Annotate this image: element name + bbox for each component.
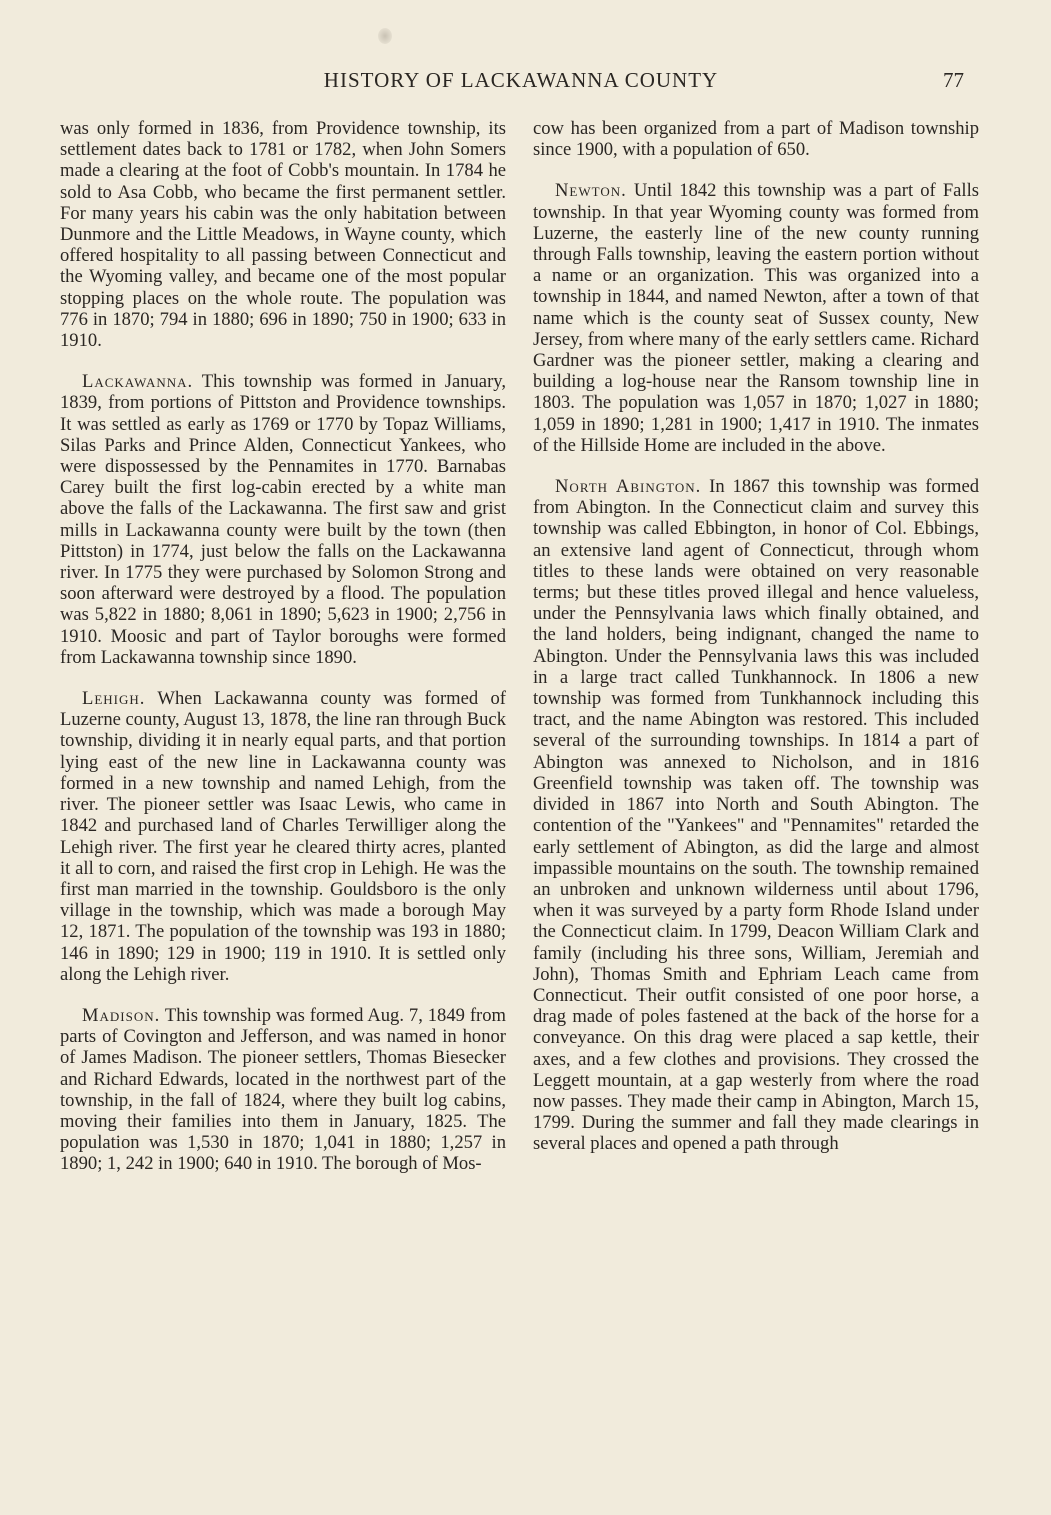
right-column xyxy=(533,118,979,1155)
paragraph-body: This township was formed in January, 1839, from portions of Pittston and Providence townships. It was settled as early as 1769 or 1770 by Topaz Williams, Silas Parks and Prince Alden, Connecticut Yankees, who were dispossessed by the Pennamites in 1770. Barnabas Carey built the first log-cabin erected by a white man above the falls of the Lackawanna. The first saw and grist mills in Lackawanna county were built by the town (then Pittston) in 1774, just below the falls on the Lackawanna river. In 1775 they were purchased by Solomon Strong and soon afterward were destroyed by a flood. The population was 5,822 in 1880; 8,061 in 1890; 5,623 in 1900; 2,756 in 1910. Moosic and part of Taylor boroughs were formed from Lackawanna township since 1890. xyxy=(60,371,506,668)
section-heading-lackawanna: Lackawanna. xyxy=(82,371,194,393)
page-header xyxy=(60,68,982,98)
running-title: HISTORY OF LACKAWANNA COUNTY xyxy=(323,68,719,92)
paragraph-lackawanna xyxy=(60,371,506,668)
paragraph-continuation: cow has been organized from a part of Madison township since 1900, with a population of 650. xyxy=(533,118,979,161)
paragraph-newton xyxy=(533,180,979,456)
page-number: 77 xyxy=(943,68,964,92)
section-heading-madison: Madison. xyxy=(82,1004,161,1026)
ink-smudge xyxy=(378,28,392,44)
paragraph-body: In 1867 this township was formed from Abington. In the Connecticut claim and survey this township was called Ebbington, in honor of Col. Ebbings, an extensive land agent of Connecticut, through whom titles to these lands were obtained on very reasonable terms; but these titles proved illegal and hence valueless, under the Pennsylvania laws which finally obtained, and the land holders, being indignant, changed the name to Abington. Under the Pennsylvania laws this was included in a large tract called Tunkhannock. In 1806 a new township was formed from Tunkhannock including this tract, and the name Abington was restored. This included several of the surrounding townships. In 1814 a part of Abington was annexed to Nicholson, and in 1816 Greenfield township was taken off. The township was divided in 1867 into North and South Abington. The contention of the "Yankees" and "Pennamites" retarded the early settlement of Abington, as did the large and almost impassible mountains on the south. The township remained an unbroken and unknown wilderness until about 1796, when it was surveyed by a party form Rhode Island under the Connecticut claim. In 1799, Deacon William Clark and family (including his three sons, William, Jeremiah and John), Thomas Smith and Ephriam Leach came from Connecticut. Their outfit consisted of one poor horse, a drag made of poles fastened at the back of the horse for a conveyance. On this drag were placed a sap kettle, their axes, and a few clothes and provisions. They crossed the Leggett mountain, at a gap westerly from where the road now passes. They made their camp in Abington, March 15, 1799. During the summer and fall they made clearings in several places and opened a path through xyxy=(533,476,979,1155)
section-heading-newton: Newton. xyxy=(555,180,627,202)
paragraph-continuation: was only formed in 1836, from Providence township, its settlement dates back to 1781 or 1782, when John Somers made a clearing at the foot of Cobb's mountain. In 1784 he sold to Asa Cobb, who became the first permanent settler. For many years his cabin was the only habitation between Dunmore and the Little Meadows, in Wayne county, which offered hospitality to all passing between Connecticut and the Wyoming valley, and became one of the most popular stopping places on the whole route. The population was 776 in 1870; 794 in 1880; 696 in 1890; 750 in 1900; 633 in 1910. xyxy=(60,118,506,352)
section-heading-north-abington: North Abington. xyxy=(555,476,702,498)
left-column xyxy=(60,118,506,1175)
section-heading-lehigh: Lehigh. xyxy=(82,688,146,710)
paragraph-lehigh xyxy=(60,688,506,985)
paragraph-body: When Lackawanna county was formed of Luzerne county, August 13, 1878, the line ran through Buck township, dividing it in nearly equal parts, and that portion lying east of the new line in Lackawanna county was formed in a new township and named Lehigh, from the river. The pioneer settler was Isaac Lewis, who came in 1842 and purchased land of Charles Terwilliger along the Lehigh river. The first year he cleared thirty acres, planted it all to corn, and raised the first crop in Lehigh. He was the first man married in the township. Gouldsboro is the only village in the township, which was made a borough May 12, 1871. The population of the township was 193 in 1880; 146 in 1890; 129 in 1900; 119 in 1910. It is settled only along the Lehigh river. xyxy=(60,688,506,985)
paragraph-madison xyxy=(60,1005,506,1175)
paragraph-north-abington xyxy=(533,476,979,1155)
paragraph-body: Until 1842 this township was a part of Falls township. In that year Wyoming county was formed from Luzerne, the easterly line of the new county running through Falls township, leaving the eastern portion without a name or an organization. This was organized into a township in 1844, and named Newton, after a town of that name which is the county seat of Sussex county, New Jersey, from where many of the early settlers came. Richard Gardner was the pioneer settler, making a clearing and building a log-house near the Ransom township line in 1803. The population was 1,057 in 1870; 1,027 in 1880; 1,059 in 1890; 1,281 in 1900; 1,417 in 1910. The inmates of the Hillside Home are included in the above. xyxy=(533,180,980,456)
paragraph-body: This township was formed Aug. 7, 1849 from parts of Covington and Jefferson, and was named in honor of James Madison. The pioneer settlers, Thomas Biesecker and Richard Edwards, located in the northwest part of the township, in the fall of 1824, where they built log cabins, moving their families into them in January, 1825. The population was 1,530 in 1870; 1,041 in 1880; 1,257 in 1890; 1, 242 in 1900; 640 in 1910. The borough of Mos- xyxy=(60,1004,507,1175)
